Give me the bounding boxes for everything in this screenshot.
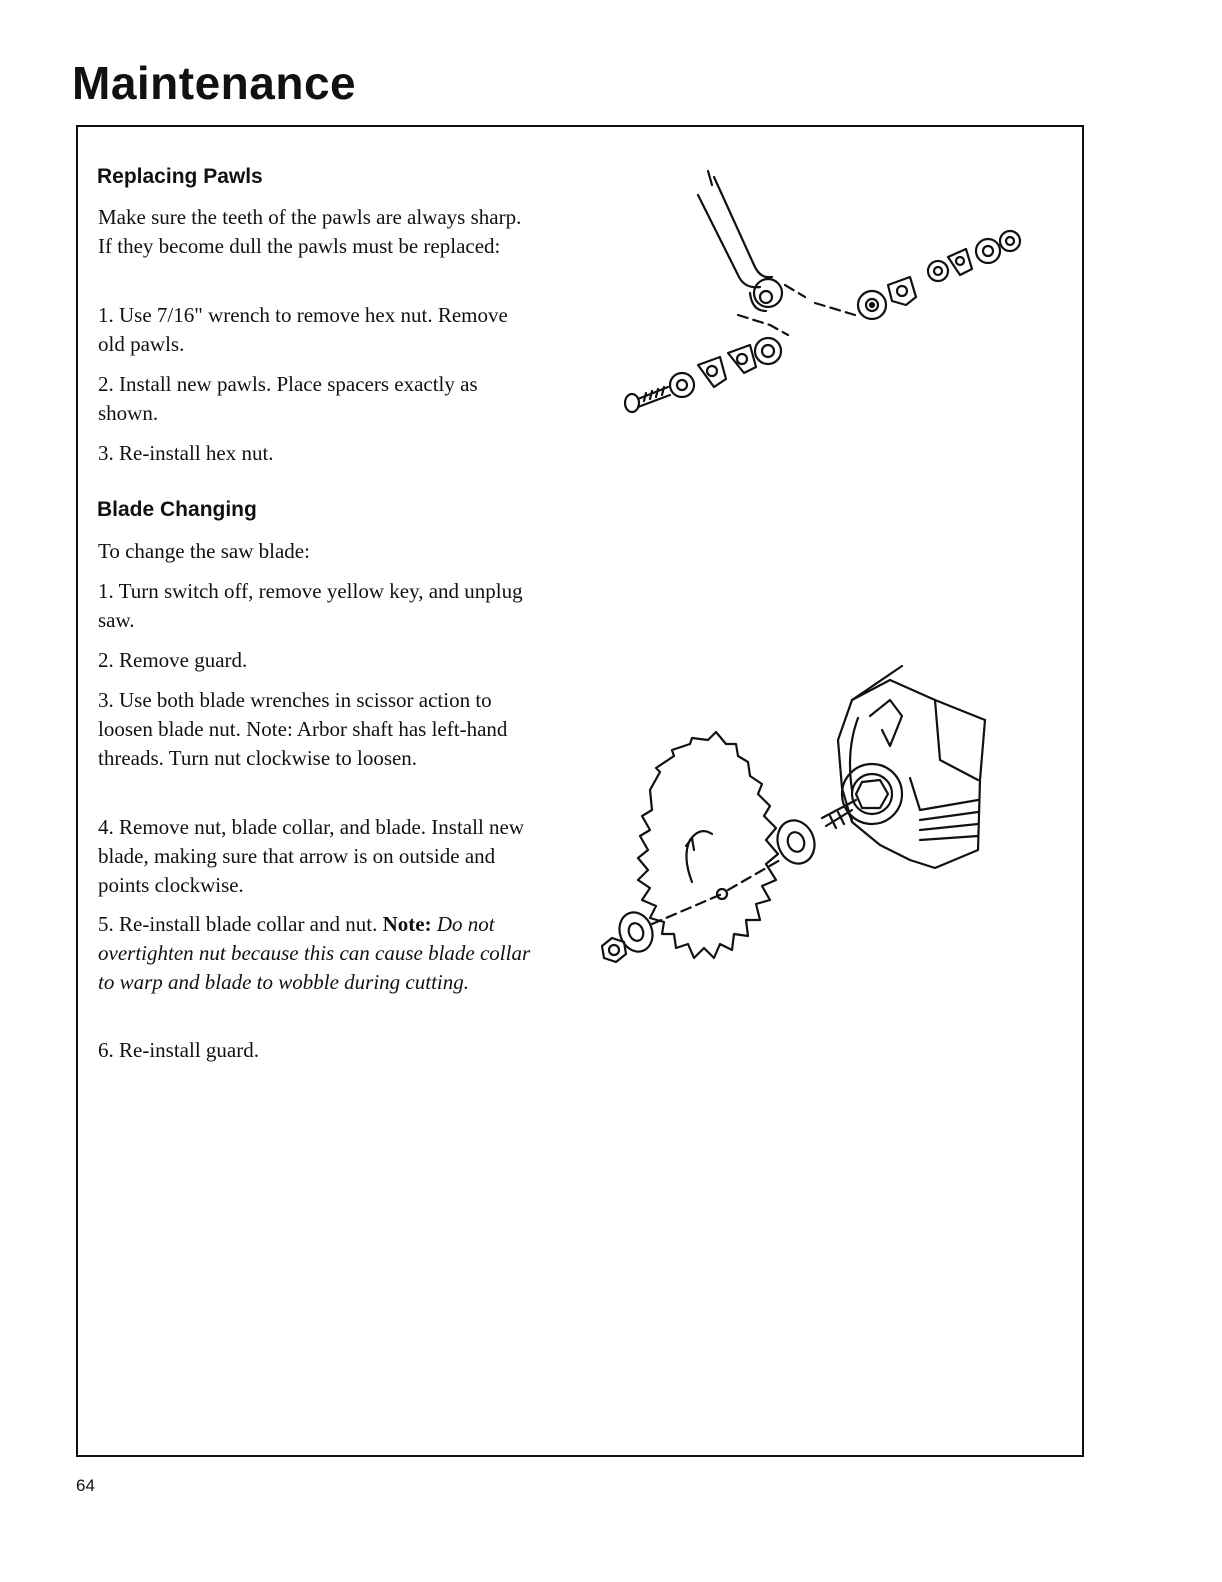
blade-step-5 (98, 910, 538, 997)
saw-blade-icon (638, 732, 778, 958)
spacer-icon (670, 373, 694, 397)
saw-blade-assembly-illustration (590, 660, 1000, 1005)
pawl-icon (888, 277, 916, 305)
page-title: Maintenance (72, 57, 357, 109)
blade-intro: To change the saw blade: (98, 539, 310, 563)
spacer-icon (858, 291, 886, 319)
bolt-icon (625, 387, 670, 412)
spacer-icon (755, 338, 781, 364)
note-label: Note: (382, 912, 432, 936)
section-heading-blade-changing: Blade Changing (97, 498, 257, 521)
note-text: Do not overtighten nut because this can cause blade collar to warp and blade to wobble during cutting. (98, 912, 531, 994)
spacer-icon (1000, 231, 1020, 251)
pawls-intro: Make sure the teeth of the pawls are always sharp. If they become dull the pawls must be replaced: (98, 205, 522, 258)
page-number: 64 (76, 1476, 95, 1495)
section-heading-replacing-pawls: Replacing Pawls (97, 165, 263, 188)
pawl-icon (698, 357, 726, 387)
pawl-assembly-illustration (610, 165, 1040, 430)
pawls-step-2: 2. Install new pawls. Place spacers exactly as shown. (98, 372, 478, 425)
blade-step-1: 1. Turn switch off, remove yellow key, and unplug saw. (98, 579, 523, 632)
blade-step-2: 2. Remove guard. (98, 648, 248, 672)
pawl-icon (948, 249, 972, 275)
pawls-step-3: 3. Re-install hex nut. (98, 441, 274, 465)
pawl-icon (728, 345, 756, 373)
arbor-flange-icon (842, 764, 902, 824)
hex-nut-icon (976, 239, 1000, 263)
blade-step-4: 4. Remove nut, blade collar, and blade. Install new blade, making sure that arrow is on outside and points clockwise. (98, 815, 525, 897)
spacer-icon (928, 261, 948, 281)
blade-step-3: 3. Use both blade wrenches in scissor action to loosen blade nut. Note: Arbor shaft has left-hand threads. Turn nut clockwise to loosen. (98, 688, 508, 770)
blade-step-6: 6. Re-install guard. (98, 1038, 259, 1062)
blade-nut-icon (602, 938, 626, 962)
wrench-icon (698, 171, 782, 311)
pawls-step-1: 1. Use 7/16" wrench to remove hex nut. Remove old pawls. (98, 303, 508, 356)
blade-step-5-text: 5. Re-install blade collar and nut. (98, 912, 383, 936)
